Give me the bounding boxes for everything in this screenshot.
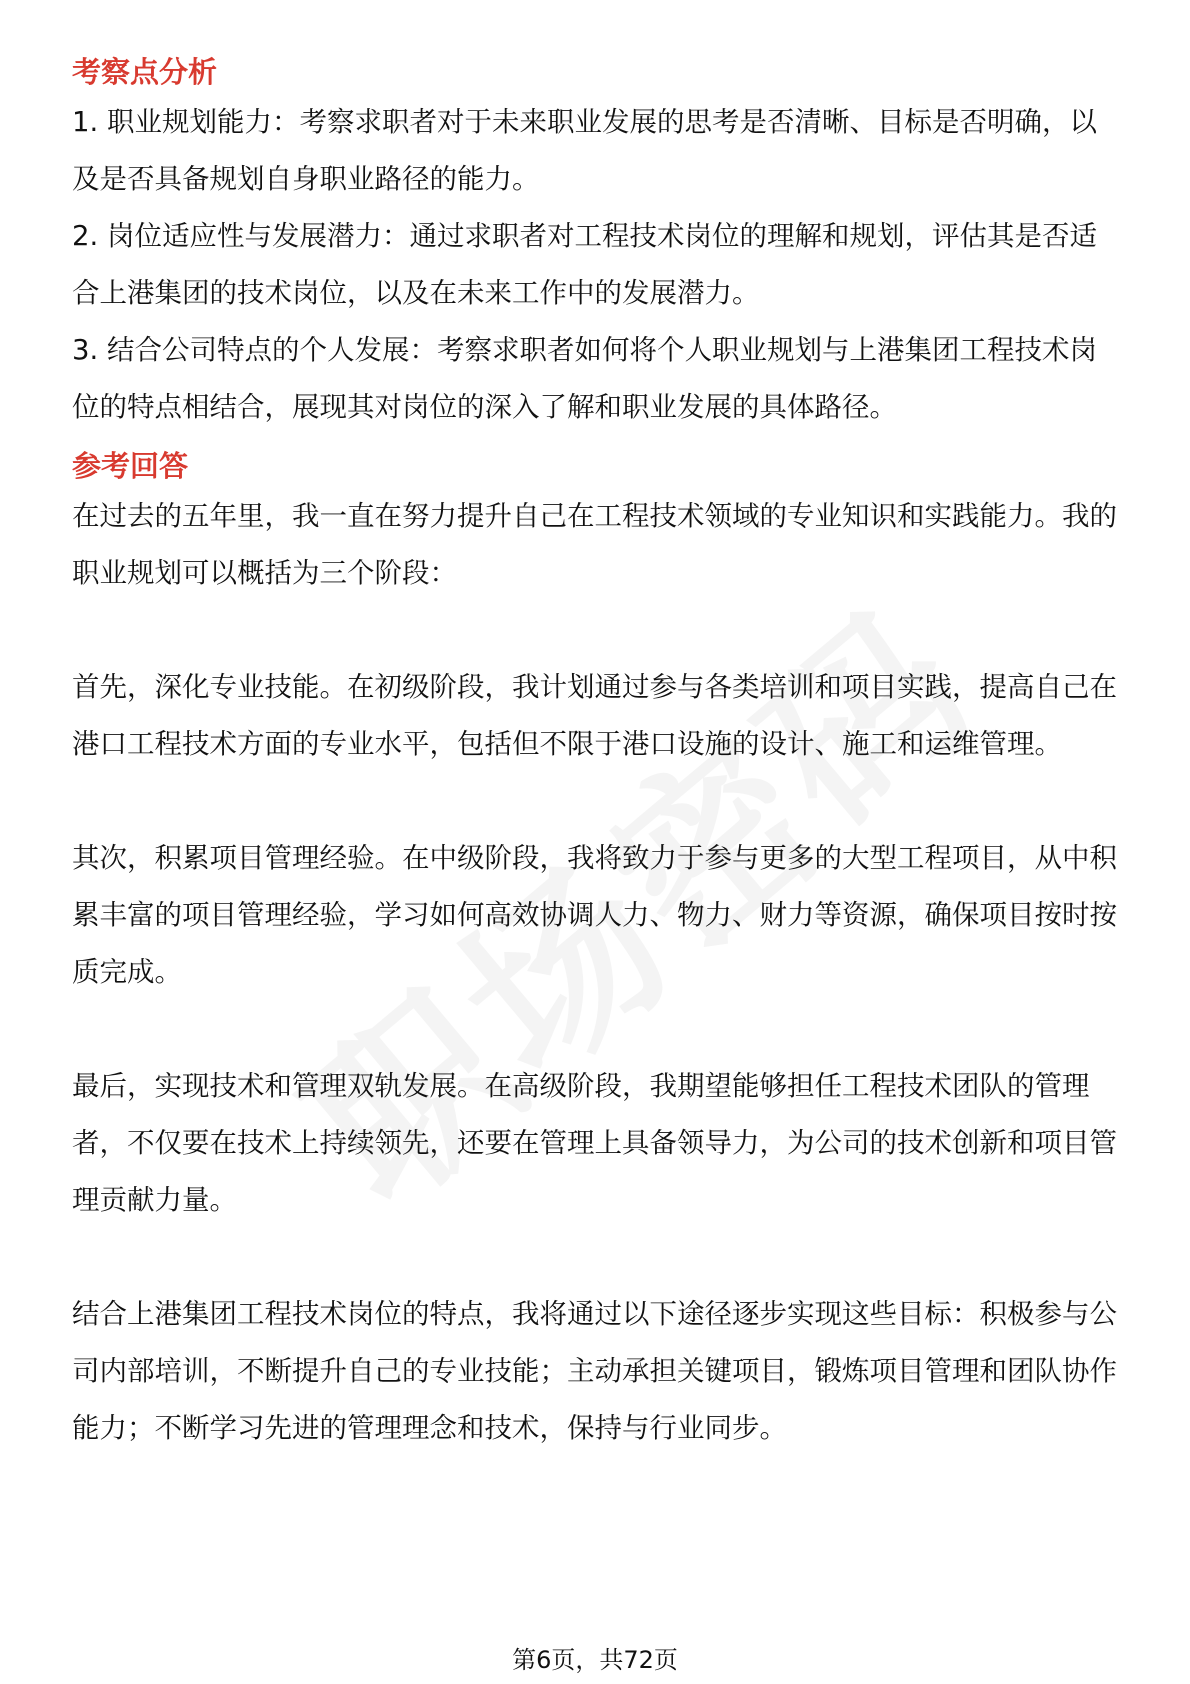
analysis-heading: 考察点分析 xyxy=(72,55,218,89)
answer-paragraph-conclusion: 结合上港集团工程技术岗位的特点，我将通过以下途径逐步实现这些目标：积极参与公司内部培训，不断提升自己的专业技能；主动承担关键项目，锻炼项目管理和团队协作能力；不断学习先进的管理理念和技术，保持与行业同步。 xyxy=(72,1298,1117,1444)
analysis-item-3: 3. 结合公司特点的个人发展：考察求职者如何将个人职业规划与上港集团工程技术岗位的特点相结合，展现其对岗位的深入了解和职业发展的具体路径。 xyxy=(72,334,1097,423)
answer-heading: 参考回答 xyxy=(72,449,189,483)
analysis-item-2: 2. 岗位适应性与发展潜力：通过求职者对工程技术岗位的理解和规划，评估其是否适合上港集团的技术岗位，以及在未来工作中的发展潜力。 xyxy=(72,220,1097,309)
answer-paragraph-first: 首先，深化专业技能。在初级阶段，我计划通过参与各类培训和项目实践，提高自己在港口工程技术方面的专业水平，包括但不限于港口设施的设计、施工和运维管理。 xyxy=(72,671,1117,760)
analysis-item-1: 1. 职业规划能力：考察求职者对于未来职业发展的思考是否清晰、目标是否明确，以及是否具备规划自身职业路径的能力。 xyxy=(72,106,1097,195)
answer-paragraph-intro: 在过去的五年里，我一直在努力提升自己在工程技术领域的专业知识和实践能力。我的职业规划可以概括为三个阶段： xyxy=(72,500,1117,589)
paragraph-spacer xyxy=(72,602,1122,659)
page-content xyxy=(72,50,1122,1457)
paragraph-spacer xyxy=(72,773,1122,830)
paragraph-spacer xyxy=(72,1001,1122,1058)
answer-paragraph-second: 其次，积累项目管理经验。在中级阶段，我将致力于参与更多的大型工程项目，从中积累丰富的项目管理经验，学习如何高效协调人力、物力、财力等资源，确保项目按时按质完成。 xyxy=(72,842,1117,988)
answer-paragraph-third: 最后，实现技术和管理双轨发展。在高级阶段，我期望能够担任工程技术团队的管理者，不仅要在技术上持续领先，还要在管理上具备领导力，为公司的技术创新和项目管理贡献力量。 xyxy=(72,1070,1117,1216)
paragraph-spacer xyxy=(72,1229,1122,1286)
page-number: 第6页，共72页 xyxy=(512,1646,678,1674)
